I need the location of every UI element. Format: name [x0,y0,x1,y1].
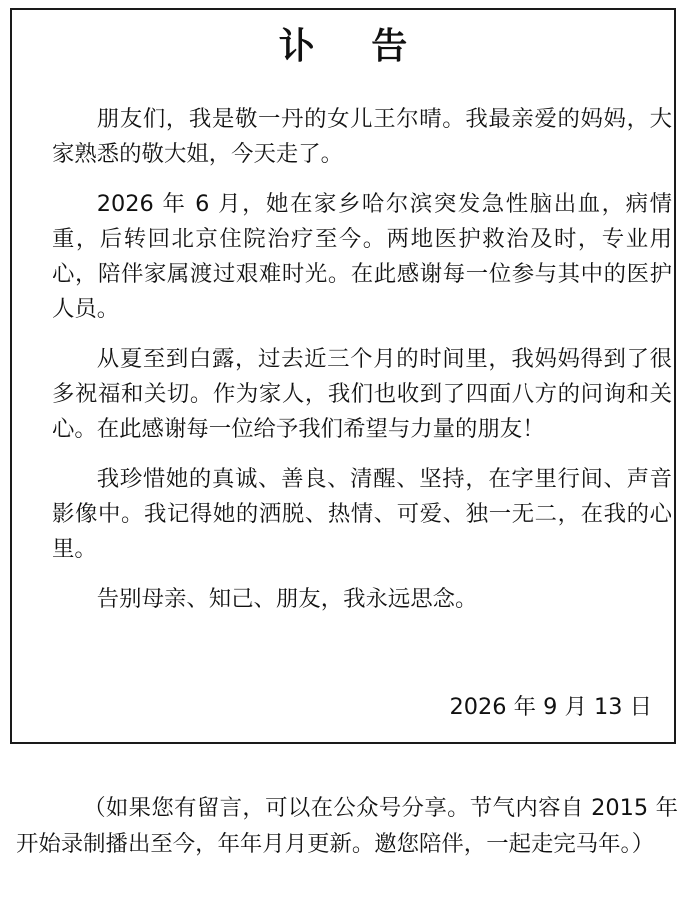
notice-paragraph-3: 从夏至到白露，过去近三个月的时间里，我妈妈得到了很多祝福和关切。作为家人，我们也收到了四面八方的问询和关心。在此感谢每一位给予我们希望与力量的朋友！ [52,346,672,442]
obituary-notice [10,8,676,744]
notice-paragraph-5: 告别母亲、知己、朋友，我永远思念。 [96,586,478,612]
notice-paragraph-2: 2026 年 6 月，她在家乡哈尔滨突发急性脑出血，病情重，后转回北京住院治疗至今。两地医护救治及时，专业用心，陪伴家属渡过艰难时光。在此感谢每一位参与其中的医护人员。 [52,191,672,322]
footer-note: （如果您有留言，可以在公众号分享。节气内容自 2015 年开始录制播出至今，年年月月更新。邀您陪伴，一起走完马年。） [16,795,678,857]
notice-body [52,102,672,632]
notice-paragraph-1: 朋友们，我是敬一丹的女儿王尔晴。我最亲爱的妈妈，大家熟悉的敬大姐，今天走了。 [52,106,672,167]
notice-date: 2026 年 9 月 13 日 [449,694,652,720]
notice-paragraph-4: 我珍惜她的真诚、善良、清醒、坚持，在字里行间、声音影像中。我记得她的洒脱、热情、可爱、独一无二，在我的心里。 [52,466,672,562]
notice-title: 讣 告 [278,25,430,67]
